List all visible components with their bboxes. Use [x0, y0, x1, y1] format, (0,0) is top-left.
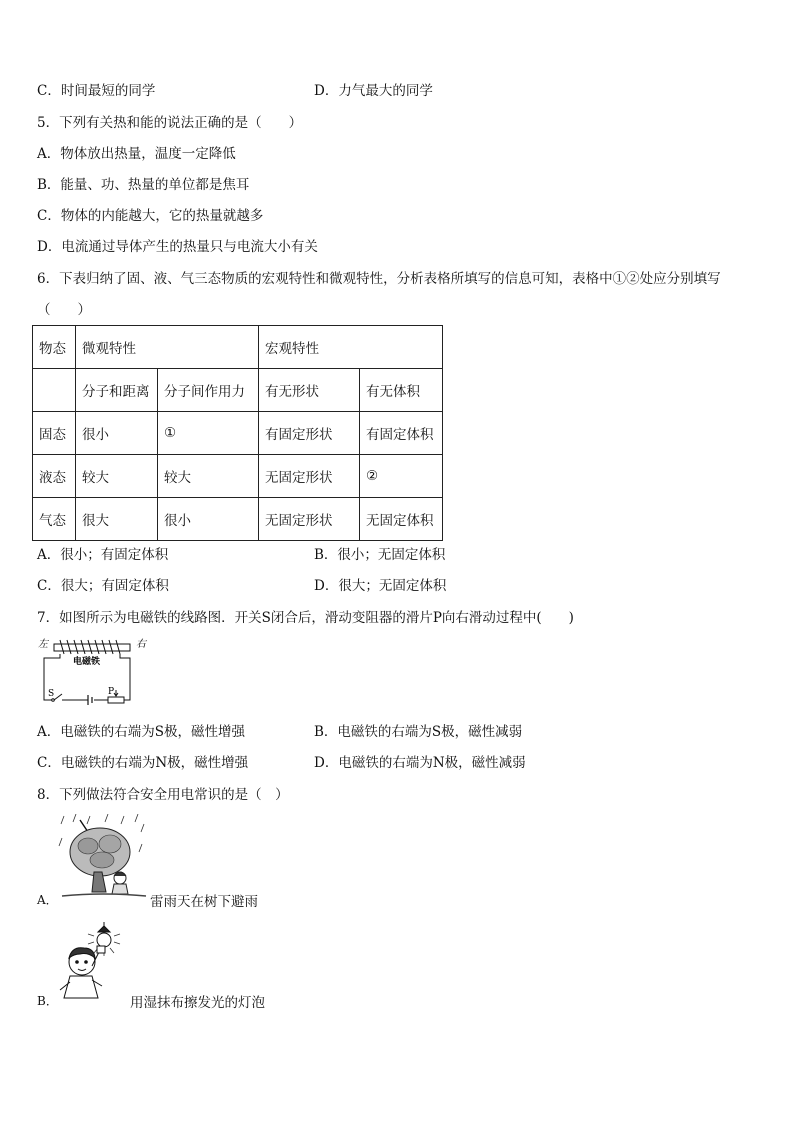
table-row — [33, 498, 443, 541]
table-cell: 液态 — [33, 455, 76, 498]
table-cell: 有无体积 — [360, 369, 443, 412]
table-row — [33, 455, 443, 498]
table-cell: ① — [158, 412, 259, 455]
table-subheader-row — [33, 369, 443, 412]
q4-option-d: D．力气最大的同学 — [314, 83, 433, 99]
table-cell: 宏观特性 — [259, 326, 443, 369]
q6-option-a: A．很小；有固定体积 — [37, 547, 169, 563]
table-cell: 有固定形状 — [259, 412, 360, 455]
q6-option-d: D．很大；无固定体积 — [314, 578, 447, 594]
table-cell: 物态 — [33, 326, 76, 369]
q6-stem: 6．下表归纳了固、液、气三态物质的宏观特性和微观特性，分析表格所填写的信息可知，表格中①②处应分别填写 — [37, 271, 721, 287]
table-cell: 较大 — [76, 455, 158, 498]
table-cell: 无固定形状 — [259, 498, 360, 541]
q5-stem: 5．下列有关热和能的说法正确的是（ ） — [37, 115, 303, 131]
table-cell: 分子和距离 — [76, 369, 158, 412]
table-cell: 很大 — [76, 498, 158, 541]
q8-option-b-letter: B． — [37, 994, 58, 1008]
q5-option-c: C．物体的内能越大，它的热量就越多 — [37, 208, 264, 224]
q6-answer-paren: （ ） — [37, 302, 91, 318]
table-cell: 固态 — [33, 412, 76, 455]
q4-option-c: C．时间最短的同学 — [37, 83, 156, 99]
table-cell: 较大 — [158, 455, 259, 498]
table-row — [33, 412, 443, 455]
person-icon — [60, 946, 105, 998]
switch-label: S — [48, 689, 55, 699]
coil-windings — [60, 640, 120, 654]
q5-option-d: D．电流通过导体产生的热量只与电流大小有关 — [37, 239, 318, 255]
battery-icon — [88, 695, 92, 705]
slider-arrow-icon — [114, 690, 118, 696]
table-cell: 微观特性 — [76, 326, 259, 369]
q8-option-b-caption: 用湿抹布擦发光的灯泡 — [130, 995, 265, 1011]
q6-option-b: B．很小；无固定体积 — [314, 547, 446, 563]
child-icon — [112, 872, 128, 894]
table-cell: 有无形状 — [259, 369, 360, 412]
q8-stem: 8．下列做法符合安全用电常识的是（ ） — [37, 787, 289, 803]
table-cell: 分子间作用力 — [158, 369, 259, 412]
table-cell: 无固定形状 — [259, 455, 360, 498]
q7-option-d: D．电磁铁的右端为N极，磁性减弱 — [314, 755, 526, 771]
rheostat-icon — [108, 697, 124, 703]
q7-option-b: B．电磁铁的右端为S极，磁性减弱 — [314, 724, 523, 740]
q7-stem: 7．如图所示为电磁铁的线路图．开关S闭合后，滑动变阻器的滑片P向右滑动过程中( ) — [37, 610, 574, 626]
left-end-label: 左 — [38, 639, 48, 650]
table-cell: 气态 — [33, 498, 76, 541]
table-cell: 无固定体积 — [360, 498, 443, 541]
table-cell: 很小 — [158, 498, 259, 541]
wiping-lit-bulb-illustration — [58, 922, 130, 1006]
lamp-shade-icon — [98, 922, 110, 932]
right-end-label: 右 — [136, 639, 146, 650]
q5-option-a: A．物体放出热量，温度一定降低 — [37, 146, 236, 162]
q7-option-c: C．电磁铁的右端为N极，磁性增强 — [37, 755, 249, 771]
table-cell: 很小 — [76, 412, 158, 455]
ground-line — [62, 894, 146, 896]
table-cell: 有固定体积 — [360, 412, 443, 455]
q6-option-c: C．很大；有固定体积 — [37, 578, 169, 594]
table-cell-empty — [33, 369, 76, 412]
electromagnet-circuit-diagram — [36, 634, 156, 710]
q7-option-a: A．电磁铁的右端为S极，磁性增强 — [37, 724, 245, 740]
states-of-matter-table — [32, 325, 443, 541]
slider-label: P — [108, 687, 115, 697]
table-cell: ② — [360, 455, 443, 498]
table-header-row — [33, 326, 443, 369]
q8-option-a-caption: 雷雨天在树下避雨 — [150, 894, 258, 910]
electromagnet-label: 电磁铁 — [73, 657, 101, 667]
q5-option-b: B．能量、功、热量的单位都是焦耳 — [37, 177, 250, 193]
q8-option-a-letter: A． — [37, 893, 58, 907]
tree-in-rain-illustration — [58, 814, 148, 900]
